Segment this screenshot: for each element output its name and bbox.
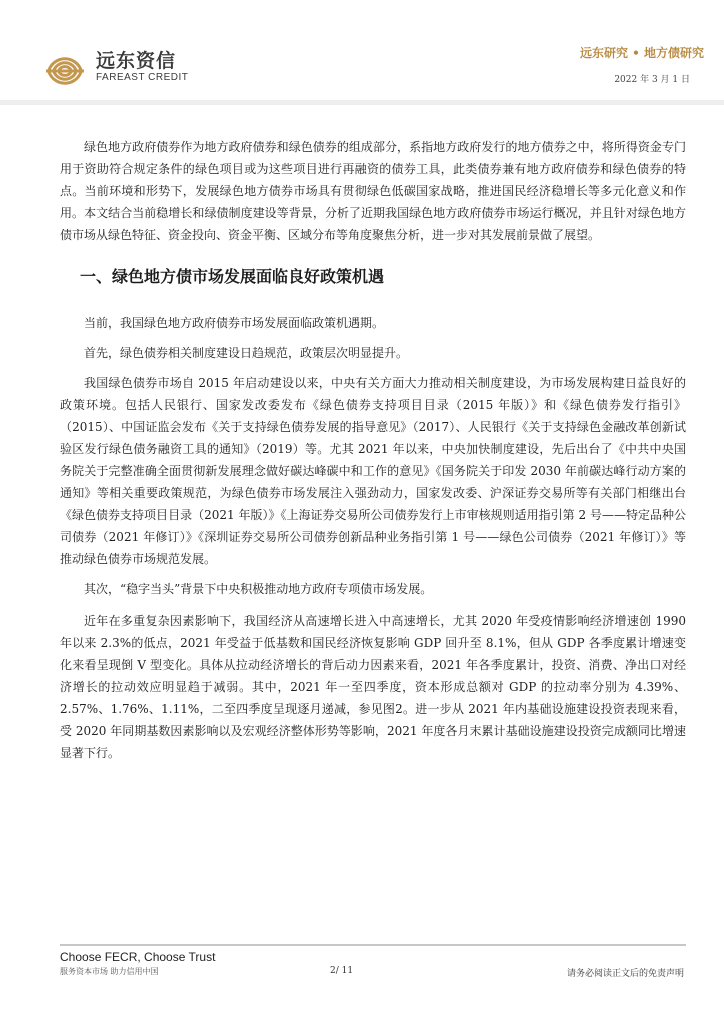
- paragraph-policy-opportunity: 当前，我国绿色地方政府债券市场发展面临政策机遇期。: [84, 316, 385, 330]
- section-heading: 一、绿色地方债市场发展面临良好政策机遇: [80, 267, 385, 286]
- section-label: 远东研究 • 地方债研究: [579, 46, 704, 60]
- header-divider: [0, 100, 724, 105]
- page-number: 2/ 11: [330, 966, 354, 976]
- intro-paragraph: 绿色地方政府债券作为地方政府债券和绿色债券的组成部分，系指地方政府发行的地方债券之中，将所得资金专门用于资助符合规定条件的绿色项目或为这些项目进行再融资的债券工具，此类债券兼有地方政府债券和绿色债券的特点。当前环境和形势下，发展绿色地方债券市场具有贯彻绿色低碳国家战略，推进国民经济稳增长等多元化意义和作用。本文结合当前稳增长和绿债制度建设等背景，分析了近期我国绿色地方政府债券市场运行概况，并且针对绿色地方债市场从绿色特征、资金投向、资金平衡、区域分布等角度聚焦分析，进一步对其发展前景做了展望。: [60, 140, 686, 242]
- paragraph-second-point: 其次，“稳字当头”背景下中央积极推动地方政府专项债市场发展。: [84, 582, 433, 596]
- fareast-credit-logo-icon: [40, 42, 90, 92]
- paragraph-first-point: 首先，绿色债券相关制度建设日趋规范，政策层次明显提升。: [84, 346, 409, 360]
- report-body: [60, 136, 686, 764]
- brand-name-en: FAREAST CREDIT: [96, 72, 189, 83]
- footer-divider: [60, 944, 686, 946]
- paragraph-economy: 近年在多重复杂因素影响下，我国经济从高速增长进入中高速增长，尤其 2020 年受疫情影响经济增速创 1990 年以来 2.3%的低点，2021 年受益于低基数和国民经济恢复影响 GDP 回升至 8.1%，但从 GDP 各季度累计增速变化来看呈现倒 V 型变化。具体从拉动经济增长的背后动力因素来看，2021 年各季度累计，投资、消费、净出口对经济增长的拉动效应明显趋于减弱。其中，2021 年一至四季度，资本形成总额对 GDP 的拉动率分别为 4.39%、2.57%、1.76%、1.11%，二至四季度呈现逐月递减，参见图2。进一步从 2021 年内基础设施建设投资表现来看，受 2020 年同期基数因素影响以及宏观经济整体形势等影响，2021 年度各月末累计基础设施建设投资完成额同比增速显著下行。: [60, 614, 686, 760]
- paragraph-green-bond-policy: 我国绿色债券市场自 2015 年启动建设以来，中央有关方面大力推动相关制度建设，为市场发展构建日益良好的政策环境。包括人民银行、国家发改委发布《绿色债券支持项目目录（2015 年版）》和《绿色债券发行指引》（2015）、中国证监会发布《关于支持绿色债券发展的指导意见》（2017）、人民银行《关于支持绿色金融改革创新试验区发行绿色债务融资工具的通知》（2019）等。尤其 2021 年以来，中央加快制度建设，先后出台了《中共中央国务院关于完整准确全面贯彻新发展理念做好碳达峰碳中和工作的意见》《国务院关于印发 2030 年前碳达峰行动方案的通知》等相关重要政策规范，为绿色债券市场发展注入强劲动力，国家发改委、沪深证券交易所等有关部门相继出台《绿色债券支持项目目录（2021 年版）》《上海证券交易所公司债券发行上市审核规则适用指引第 2 号——特定品种公司债券（2021 年修订）》《深圳证券交易所公司债券创新品种业务指引第 1 号——绿色公司债券（2021 年修订）》等推动绿色债券市场规范发展。: [60, 376, 686, 566]
- brand-name-cn: 远东资信: [96, 50, 177, 72]
- page-header: [0, 0, 724, 104]
- report-date: 2022 年 3 月 1 日: [614, 75, 690, 85]
- footer-slogan: Choose FECR, Choose Trust: [60, 950, 216, 964]
- footer-disclaimer: 请务必阅读正文后的免责声明: [566, 969, 684, 979]
- footer-tagline: 服务资本市场 助力信用中国: [60, 967, 159, 976]
